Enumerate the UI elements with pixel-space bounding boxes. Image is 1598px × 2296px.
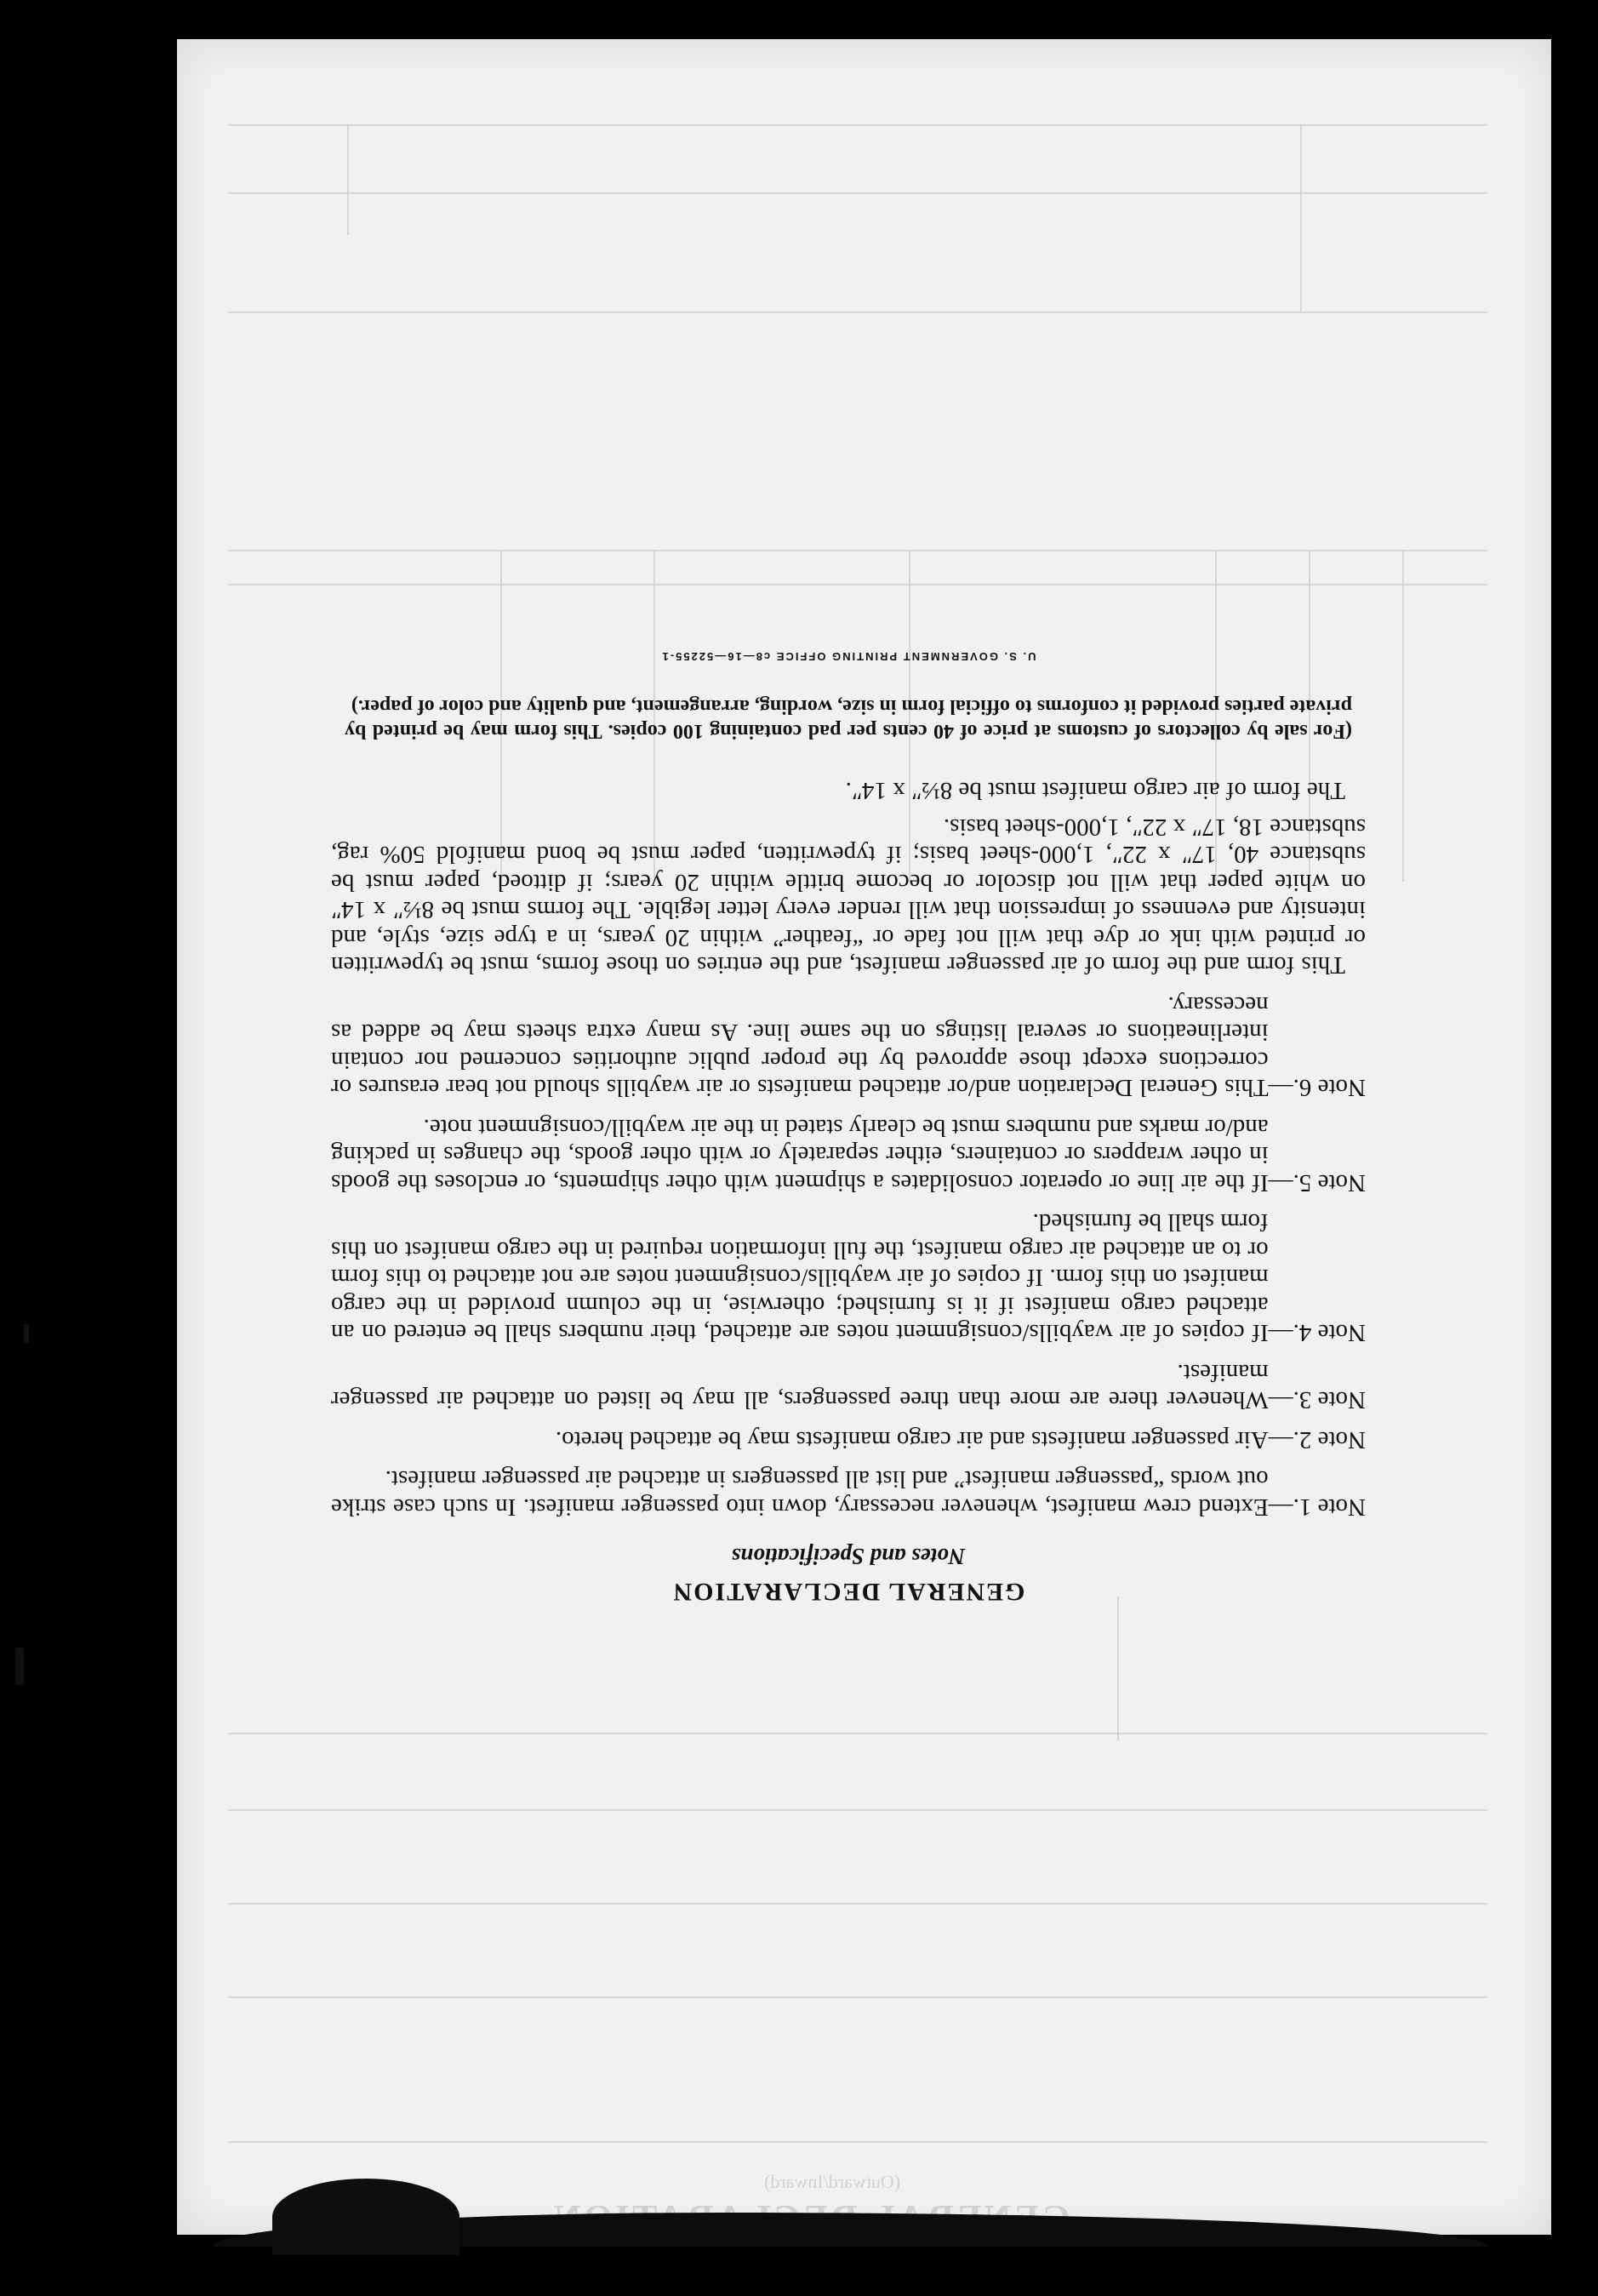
note-label: Note 5.— bbox=[1268, 1169, 1366, 1197]
note-text: Air passenger manifests and air cargo manifests may be attached hereto. bbox=[555, 1426, 1269, 1454]
page-title: GENERAL DECLARATION bbox=[671, 1578, 1025, 1606]
note-text: If copies of air waybills/consignment notes are attached, their numbers shall be entered on an attached cargo manifest if it is furnished; otherwise, in the column provided in the cargo manifest on this form. If copies of air waybills/consignment notes are not attached to this form or to an attached air cargo manifest, the full information required in the cargo manifest on this form shall be furnished. bbox=[331, 1208, 1269, 1347]
note-3 bbox=[331, 1359, 1366, 1414]
sale-note: (For sale by collectors of customs at price of 40 cents per pad containing 100 copies. This form may be printed by private parties provided it conforms to official form in size, wording, arrangement, and quality and color of paper.) bbox=[345, 695, 1352, 742]
specifications-paragraph: This form and the form of air passenger manifest, and the entries on those forms, must be typewritten or printed with ink or dye that will not fade or “feather” within 20 years, in a type size, style, and intensity and evenness of impression that will render every letter legible. The forms must be 8½″ x 14″ on white paper that will not discolor or become brittle within 20 years; if dittoed, paper must be substance 40, 17″ x 22″, 1,000-sheet basis; if typewritten, paper must be bond manifold 50% rag, substance 18, 17″ x 22″, 1,000-sheet basis. bbox=[331, 814, 1366, 980]
printing-office-line: U. S. GOVERNMENT PRINTING OFFICE c8—16—52255-1 bbox=[660, 650, 1036, 663]
note-label: Note 3.— bbox=[1268, 1386, 1366, 1414]
note-label: Note 2.— bbox=[1268, 1426, 1366, 1454]
note-6 bbox=[331, 991, 1366, 1102]
note-text: Extend crew manifest, whenever necessary, down into passenger manifest. In such case strike out words “passenger manifest” and list all passengers in attached air passenger manifest. bbox=[331, 1465, 1269, 1521]
note-5 bbox=[331, 1114, 1366, 1197]
note-text: Whenever there are more than three passengers, all may be listed on attached air passenger manifest. bbox=[331, 1359, 1269, 1414]
note-label: Note 6.— bbox=[1268, 1074, 1366, 1102]
rotated-content bbox=[177, 39, 1551, 2235]
note-1 bbox=[331, 1465, 1366, 1521]
note-label: Note 4.— bbox=[1268, 1319, 1366, 1347]
document-page bbox=[177, 39, 1551, 2235]
note-4 bbox=[331, 1208, 1366, 1347]
scan-speck bbox=[24, 1324, 29, 1343]
notes-block bbox=[331, 643, 1366, 1606]
note-2 bbox=[331, 1426, 1366, 1454]
cargo-manifest-size: The form of air cargo manifest must be 8½″ x 14″. bbox=[845, 777, 1345, 805]
ghost-subheader: (Outward/Inward) bbox=[764, 2171, 901, 2192]
scan-speck bbox=[15, 1648, 24, 1685]
scan-edge-bottom bbox=[272, 2179, 459, 2255]
note-label: Note 1.— bbox=[1268, 1494, 1366, 1521]
note-text: This General Declaration and/or attached manifests or air waybills should not bear erasures or corrections except those approved by the proper public authorities concerned nor contain interlineations or several listings on the same line. As many extra sheets may be added as necessary. bbox=[331, 991, 1269, 1102]
note-text: If the air line or operator consolidates a shipment with other shipments, or encloses the goods in other wrappers or containers, either separately or with other goods, the changes in packing and/or marks and numbers must be clearly stated in the air waybill/consignment note. bbox=[331, 1114, 1269, 1197]
page-subtitle: Notes and Specifications bbox=[731, 1544, 966, 1570]
